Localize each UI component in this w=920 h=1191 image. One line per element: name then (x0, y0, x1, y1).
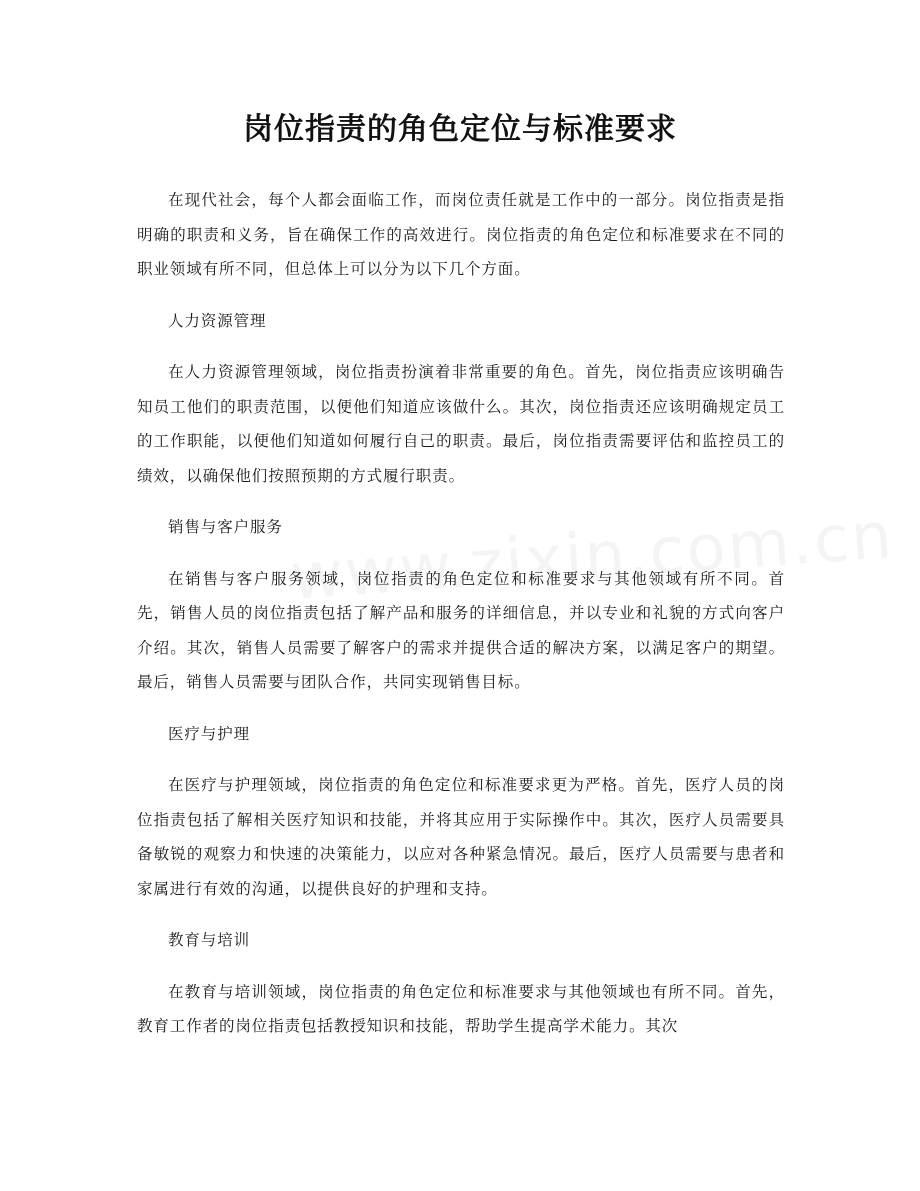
paragraph-education: 在教育与培训领域，岗位指责的角色定位和标准要求与其他领域也有所不同。首先，教育工作者的岗位指责包括教授知识和技能，帮助学生提高学术能力。其次 (137, 982, 785, 1035)
intro-paragraph: 在现代社会，每个人都会面临工作，而岗位责任就是工作中的一部分。岗位指责是指明确的职责和义务，旨在确保工作的高效进行。岗位指责的角色定位和标准要求在不同的职业领域有所不同，但总体上可以分为以下几个方面。 (137, 191, 785, 278)
section-heading-medical: 医疗与护理 (168, 724, 251, 743)
paragraph-medical: 在医疗与护理领域，岗位指责的角色定位和标准要求更为严格。首先，医疗人员的岗位指责包括了解相关医疗知识和技能，并将其应用于实际操作中。其次，医疗人员需要具备敏锐的观察力和快速的决策能力，以应对各种紧急情况。最后，医疗人员需要与患者和家属进行有效的沟通，以提供良好的护理和支持。 (137, 776, 785, 898)
section-heading-education: 教育与培训 (168, 931, 251, 949)
paragraph-sales: 在销售与客户服务领域，岗位指责的角色定位和标准要求与其他领域有所不同。首先，销售人员的岗位指责包括了解产品和服务的详细信息，并以专业和礼貌的方式向客户介绍。其次，销售人员需要了解客户的需求并提供合适的解决方案，以满足客户的期望。最后，销售人员需要与团队合作，共同实现销售目标。 (137, 569, 785, 691)
section-heading-hr: 人力资源管理 (168, 311, 267, 330)
section-heading-sales: 销售与客户服务 (168, 518, 283, 536)
page-title: 岗位指责的角色定位与标准要求 (243, 112, 677, 147)
paragraph-hr: 在人力资源管理领域，岗位指责扮演着非常重要的角色。首先，岗位指责应该明确告知员工他们的职责范围，以便他们知道应该做什么。其次，岗位指责还应该明确规定员工的工作职能，以便他们知道如何履行自己的职责。最后，岗位指责需要评估和监控员工的绩效，以确保他们按照预期的方式履行职责。 (137, 363, 785, 485)
document-body (137, 183, 785, 1061)
